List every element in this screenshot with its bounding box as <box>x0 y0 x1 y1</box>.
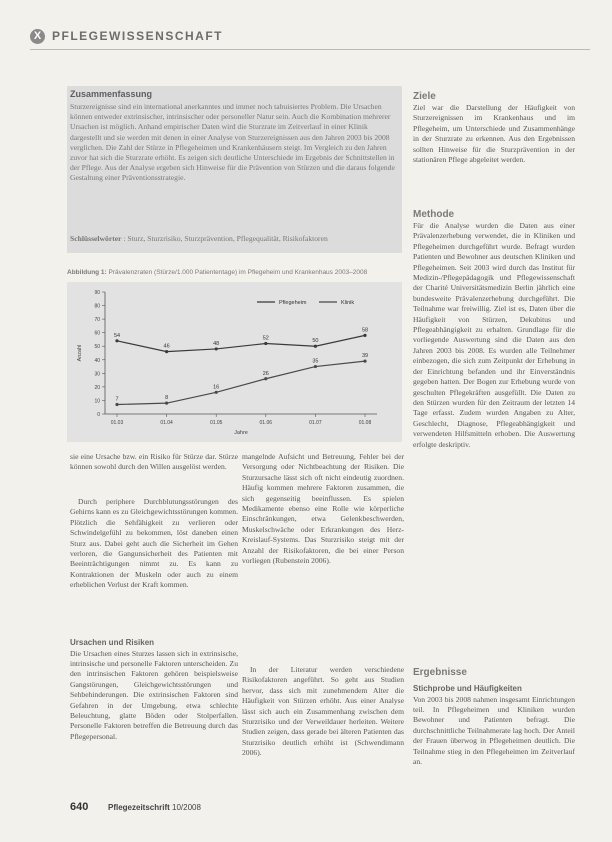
paragraph: Die Ursachen eines Sturzes lassen sich in extrinsische, intrinsische und personelle Faktoren unterscheiden. Zu den intrinsischen Faktoren gehören beispielsweise Gangstörungen, Gleichgewichtsstörungen und Sehbehinderungen. Die extrinsischen Faktoren sind Gefahren in der Umgebung, etwa schlechte Beleuchtung, glatte Böden oder Stolperfallen. Personelle Faktoren betreffen die Betreuung durch das Pflegepersonal. <box>70 648 238 741</box>
subheading-sample: Stichprobe und Häufigkeiten <box>413 684 522 693</box>
paragraph: Ziel war die Darstellung der Häufigkeit von Sturzereignissen im Krankenhaus und im Pflegeheim, um Unterschiede und Zusammenhänge in der Sturzrate zu erkennen. Aus den Ergebnissen sollten Hinweise für die Sturzprävention in der stationären Pflege abgeleitet werden. <box>413 103 575 165</box>
data-label: 7 <box>115 396 119 403</box>
journal-issue: 10/2008 <box>172 803 201 812</box>
paragraph: In der Literatur werden verschiedene Risikofaktoren angeführt. So geht aus Studien hervor, dass sich mit zunehmendem Alter die Häufigkeit von Stürzen erhöht. Aus einer Analyse lässt sich auch ein Zusammenhang zwischen dem Sturzrisiko und der Verweildauer herleiten. Weitere Studien zeigen, dass gerade bei älteren Patienten das Sturzrisiko deutlich erhöht ist (Schwendimann 2006). <box>242 665 404 758</box>
data-point <box>115 339 118 342</box>
y-tick-label: 80 <box>94 303 100 310</box>
paragraph: Durch periphere Durchblutungsstörungen des Gehirns kann es zu Gleichgewichtsstörungen kommen. Plötzlich die Sehfähigkeit zu verlieren oder Schwindelgefühl zu bekommen, löst daneben einen Sturz aus. Dabei geht auch die Sicherheit im Gehen verloren, die Gangunsicherheit des Patienten mit Beeinträchtigungen nimmt zu. Es kann zu Kontraktionen der Muskeln oder auch zu einem erheblichen Verlust der Kraft kommen. <box>70 497 238 590</box>
y-tick-label: 30 <box>94 371 100 378</box>
line-chart <box>67 282 402 442</box>
data-label: 39 <box>361 353 369 360</box>
figure-caption-label: Abbildung 1: <box>67 269 107 276</box>
keywords-separator: : <box>123 234 128 243</box>
heading-goals: Ziele <box>413 91 436 102</box>
page-number: 640 <box>70 801 89 813</box>
data-point <box>115 403 118 406</box>
data-label: 54 <box>113 332 121 339</box>
journal-logo-icon: X <box>30 29 45 44</box>
heading-results: Ergebnisse <box>413 667 467 678</box>
data-point <box>165 350 168 353</box>
data-label: 35 <box>312 358 319 365</box>
data-label: 58 <box>361 327 369 334</box>
y-tick-label: 40 <box>94 357 100 364</box>
data-point <box>264 377 267 380</box>
keywords: Sturz, Sturzrisiko, Sturzprävention, Pflegequalität, Risikofaktoren <box>127 234 328 243</box>
paragraph: sie eine Ursache bzw. ein Risiko für Stürze dar. Stürze können sowohl durch den Willen ausgelöst werden. <box>70 452 238 472</box>
body-column-1 <box>70 452 238 789</box>
body-column-2 <box>242 452 404 783</box>
data-label: 46 <box>163 343 170 350</box>
data-label: 48 <box>213 340 220 347</box>
legend-label: Klinik <box>341 300 355 306</box>
paragraph: Für die Analyse wurden die Daten aus einer Prävalenzerhebung verwendet, die in Kliniken und Pflegeheimen durchgeführt wurde. Befragt wurden Patienten und Bewohner aus deutschen Kliniken und Pflegeheimen. Seit 2003 wird durch das Institut für Medizin-/Pflegepädagogik und Pflegewissenschaft der Charité Universitätsmedizin Berlin jährlich eine bundesweite Prävalenzerhebung durchgeführt. Die Teilnahme war freiwillig. Ziel ist es, Daten über die Häufigkeit von Stürzen, Dekubitus und Pflegeabhängigkeit zu erhalten. Grundlage für die vorliegende Auswertung sind die Daten aus den Jahren 2003 bis 2008. Es wurden alle Teilnehmer einbezogen, die sich zum Zeitpunkt der Erhebung in der Einrichtung befanden und ihr Einverständnis gegeben hatten. Der Bogen zur Erhebung wurde von geschulten Pflegekräften ausgefüllt. Die Daten zu den Stürzen wurden für den Zeitraum der letzten 14 Tage erfasst. Zudem wurden Angaben zu Alter, Geschlecht, Diagnose, Pflegeabhängigkeit und verwendeten Hilfsmitteln erhoben. Die Auswertung erfolgte deskriptiv. <box>413 221 575 449</box>
data-point <box>165 402 168 405</box>
y-axis-title: Anzahl <box>77 344 83 362</box>
y-tick-label: 50 <box>94 344 100 351</box>
paragraph: mangelnde Aufsicht und Betreuung, Fehler bei der Versorgung oder Nichtbeachtung der Risiken. Die Sturzursache lässt sich oft nicht eindeutig zuordnen. Häufig kommen mehrere Faktoren zusammen, die sich gegenseitig beeinflussen. Es spielen Medikamente ebenso eine Rolle wie körperliche Einschränkungen, etwa Gelenkbeschwerden, Muskelschwäche oder Erkrankungen des Herz-Kreislauf-Systems. Das Sturzrisiko steigt mit der Anzahl der Risikofaktoren, die bei einer Person vorliegen (Rubenstein 2006). <box>242 452 404 566</box>
data-point <box>264 342 267 345</box>
y-tick-label: 10 <box>94 398 100 405</box>
data-label: 16 <box>213 384 220 391</box>
x-tick-label: 01.03 <box>110 420 124 426</box>
series-line <box>117 335 365 351</box>
subheading-causes: Ursachen und Risiken <box>70 638 155 647</box>
x-tick-label: 01.04 <box>160 420 173 426</box>
data-point <box>314 365 317 368</box>
summary-title: Zusammenfassung <box>70 89 153 99</box>
y-tick-label: 0 <box>97 412 100 418</box>
data-point <box>363 360 366 363</box>
keywords-label: Schlüsselwörter <box>70 234 122 243</box>
section-name: PFLEGEWISSENSCHAFT <box>52 29 224 43</box>
y-tick-label: 20 <box>94 384 100 391</box>
data-label: 8 <box>165 395 169 402</box>
summary-text: Sturzereignisse sind ein international anerkanntes und immer noch tabuisiertes Problem. Die Ursachen können entweder extrinsischer, intrinsischer oder personeller Natur sein. Auch die Kombination mehrerer Ursachen ist möglich. Anhand empirischer Daten wird die Sturzrate im Zeitverlauf in einer Klinik dargestellt und sie werden mit denen in einer Analyse von Sturzereignissen aus den Jahren 2003 bis 2008 verglichen. Die Zahl der Stürze in Pflegeheimen und Krankenhäusern steigt. Im Vergleich zu den Jahren zuvor hat sich die Sturzrate erhöht. Es zeigen sich deutliche Unterschiede im Ergebnis der Schnittstellen in der Pflege. Aus der Analyse ergeben sich Hinweise für die Prävention von Stürzen und die daraus folgende Gestaltung einer Präventionsstrategie. <box>70 102 395 183</box>
data-point <box>215 391 218 394</box>
body-column-3-top <box>413 90 575 201</box>
chart-panel <box>67 282 402 442</box>
journal-reference <box>108 803 201 813</box>
figure-caption-text: Prävalenzraten (Stürze/1.000 Patiententage) im Pflegeheim und Krankenhaus 2003–2008 <box>108 269 368 276</box>
data-point <box>215 347 218 350</box>
x-tick-label: 01.08 <box>358 420 372 426</box>
data-label: 52 <box>262 335 269 342</box>
running-header <box>30 28 590 48</box>
keywords-line <box>70 234 399 244</box>
data-point <box>363 334 366 337</box>
y-tick-label: 90 <box>94 290 100 296</box>
legend-label: Pflegeheim <box>279 300 307 306</box>
data-label: 26 <box>262 370 269 377</box>
x-tick-label: 01.05 <box>209 420 223 426</box>
page-footer <box>70 800 570 816</box>
data-label: 50 <box>312 338 319 345</box>
x-tick-label: 01.07 <box>309 420 322 426</box>
heading-method: Methode <box>413 209 455 220</box>
journal-name: Pflegezeitschrift <box>108 803 170 812</box>
header-divider <box>30 49 590 50</box>
x-tick-label: 01.06 <box>259 420 273 426</box>
paragraph: Von 2003 bis 2008 nahmen insgesamt Einrichtungen teil. In Pflegeheimen und Kliniken wurden Bewohner und Patienten befragt. Die durchschnittliche Teilnahmerate lag hoch. Der Anteil der Frauen überwog in Pflegeheimen deutlich. Die Teilnahme stieg in den Pflegeheimen im Zeitverlauf an. <box>413 694 575 766</box>
x-axis-title: Jahre <box>234 430 248 436</box>
body-column-3-middle <box>413 208 575 651</box>
series-line <box>117 358 365 404</box>
data-point <box>314 345 317 348</box>
y-tick-label: 70 <box>94 317 100 324</box>
body-column-3-bottom <box>413 666 575 789</box>
figure-1 <box>67 262 402 444</box>
y-tick-label: 60 <box>94 330 100 337</box>
figure-caption <box>67 268 402 277</box>
